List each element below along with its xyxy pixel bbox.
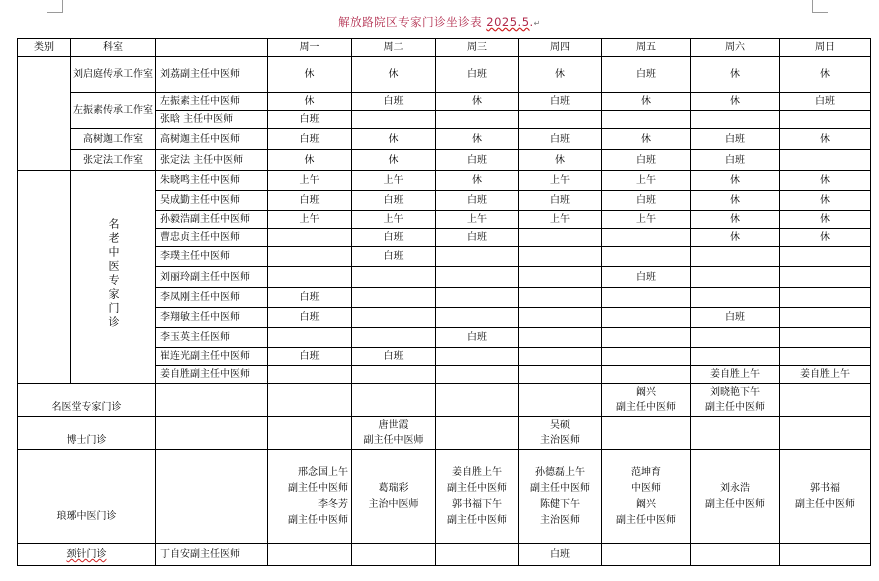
day-cell: 休 (268, 150, 352, 171)
day-cell (268, 544, 352, 566)
dept-cell: 左振素传承工作室 (71, 93, 156, 129)
day-cell: 白班 (436, 328, 519, 348)
day-cell: 白班 (352, 191, 436, 211)
day-cell (780, 544, 871, 566)
day-cell: 孙德磊上午 副主任中医师 陈健下午 主治医师 (519, 450, 602, 544)
day-cell (519, 267, 602, 288)
day-cell: 白班 (268, 111, 352, 129)
day-cell: 白班 (519, 191, 602, 211)
doctor-cell: 张晗 主任中医师 (156, 111, 268, 129)
day-cell (436, 111, 519, 129)
day-cell: 休 (780, 229, 871, 247)
day-cell: 上午 (352, 211, 436, 229)
doctor-cell: 李凤刚主任中医师 (156, 288, 268, 308)
day-cell: 吴硕 主治医师 (519, 417, 602, 450)
day-cell (352, 267, 436, 288)
day-cell: 休 (780, 171, 871, 191)
day-cell (691, 544, 780, 566)
day-cell: 白班 (691, 129, 780, 150)
table-row (18, 544, 871, 566)
day-cell (780, 348, 871, 366)
header-sun: 周日 (780, 39, 871, 57)
day-cell (519, 366, 602, 384)
table-row (18, 417, 871, 450)
day-cell: 休 (691, 93, 780, 111)
document-title: 解放路院区专家门诊坐诊表 2025.5.↵ (338, 15, 541, 29)
day-cell (602, 229, 691, 247)
day-cell: 白班 (691, 150, 780, 171)
day-cell: 上午 (519, 171, 602, 191)
header-tue: 周二 (352, 39, 436, 57)
day-cell (780, 384, 871, 417)
day-cell (780, 111, 871, 129)
day-cell: 休 (691, 211, 780, 229)
day-cell (691, 348, 780, 366)
doctor-cell: 崔连光副主任中医师 (156, 348, 268, 366)
day-cell: 刘晓艳下午 副主任中医师 (691, 384, 780, 417)
day-cell (352, 384, 436, 417)
category-mingyitang: 名医堂专家门诊 (18, 384, 156, 417)
day-cell: 白班 (602, 191, 691, 211)
day-cell: 休 (436, 129, 519, 150)
day-cell: 白班 (268, 129, 352, 150)
day-cell (436, 267, 519, 288)
category-famous-blank (18, 171, 71, 384)
doctor-cell: 曹忠贞主任中医师 (156, 229, 268, 247)
day-cell (780, 328, 871, 348)
day-cell: 白班 (602, 267, 691, 288)
day-cell: 白班 (436, 150, 519, 171)
header-thu: 周四 (519, 39, 602, 57)
day-cell (602, 366, 691, 384)
doctor-cell (156, 450, 268, 544)
day-cell: 白班 (602, 150, 691, 171)
table-row (18, 384, 871, 417)
day-cell: 休 (602, 93, 691, 111)
day-cell (268, 366, 352, 384)
page-corner-mark-left (47, 0, 63, 13)
day-cell: 姜自胜上午 (780, 366, 871, 384)
day-cell (352, 544, 436, 566)
day-cell: 上午 (519, 211, 602, 229)
day-cell (691, 288, 780, 308)
day-cell (268, 247, 352, 267)
day-cell: 白班 (352, 348, 436, 366)
day-cell (436, 417, 519, 450)
day-cell: 邢念国上午 副主任中医师 李冬芳 副主任中医师 (268, 450, 352, 544)
day-cell (780, 247, 871, 267)
day-cell (352, 366, 436, 384)
day-cell: 白班 (519, 544, 602, 566)
day-cell (268, 229, 352, 247)
doctor-cell: 朱晓鸣主任中医师 (156, 171, 268, 191)
day-cell (519, 111, 602, 129)
schedule-table (17, 38, 871, 566)
doctor-cell: 高树迦主任中医师 (156, 129, 268, 150)
day-cell (352, 308, 436, 328)
day-cell (602, 417, 691, 450)
doctor-cell: 姜自胜副主任中医师 (156, 366, 268, 384)
day-cell (436, 366, 519, 384)
day-cell: 白班 (352, 93, 436, 111)
day-cell (436, 247, 519, 267)
day-cell (691, 267, 780, 288)
doctor-cell: 刘丽玲副主任中医师 (156, 267, 268, 288)
doctor-cell: 李玉英主任医师 (156, 328, 268, 348)
table-row (18, 93, 871, 111)
day-cell (780, 267, 871, 288)
category-famous-label: 名老中医专家门诊 (107, 218, 120, 330)
day-cell: 范坤育 中医师 阚兴 副主任中医师 (602, 450, 691, 544)
day-cell: 上午 (352, 171, 436, 191)
category-blank (18, 57, 71, 171)
header-sat: 周六 (691, 39, 780, 57)
dept-cell: 高树迦工作室 (71, 129, 156, 150)
day-cell (780, 417, 871, 450)
day-cell (519, 308, 602, 328)
day-cell: 白班 (268, 288, 352, 308)
day-cell (780, 308, 871, 328)
day-cell: 休 (691, 229, 780, 247)
header-mon: 周一 (268, 39, 352, 57)
table-row (18, 450, 871, 544)
day-cell: 郭书福 副主任中医师 (780, 450, 871, 544)
day-cell: 上午 (602, 171, 691, 191)
day-cell: 休 (602, 129, 691, 150)
dept-cell: 张定法工作室 (71, 150, 156, 171)
day-cell: 休 (519, 150, 602, 171)
day-cell (602, 328, 691, 348)
day-cell (602, 308, 691, 328)
day-cell (436, 544, 519, 566)
day-cell: 白班 (268, 308, 352, 328)
day-cell: 白班 (436, 191, 519, 211)
day-cell (352, 288, 436, 308)
day-cell: 上午 (436, 211, 519, 229)
doctor-cell: 左振素主任中医师 (156, 93, 268, 111)
day-cell: 休 (691, 57, 780, 93)
day-cell: 唐世霞 副主任中医师 (352, 417, 436, 450)
header-department: 科室 (71, 39, 156, 57)
page-corner-mark-right (812, 0, 828, 13)
day-cell (691, 417, 780, 450)
doctor-cell: 李璞主任中医师 (156, 247, 268, 267)
doctor-cell: 李翔敏主任中医师 (156, 308, 268, 328)
day-cell (602, 247, 691, 267)
day-cell: 上午 (268, 171, 352, 191)
day-cell (268, 328, 352, 348)
day-cell (519, 384, 602, 417)
day-cell: 休 (352, 129, 436, 150)
day-cell (519, 229, 602, 247)
day-cell: 姜自胜上午 副主任中医师 郭书福下午 副主任中医师 (436, 450, 519, 544)
day-cell: 休 (436, 171, 519, 191)
day-cell (519, 288, 602, 308)
doctor-cell: 孙毅浩副主任中医师 (156, 211, 268, 229)
header-doctor (156, 39, 268, 57)
day-cell (780, 150, 871, 171)
day-cell: 休 (436, 93, 519, 111)
day-cell (436, 308, 519, 328)
day-cell (352, 328, 436, 348)
table-row (18, 171, 871, 191)
table-row (18, 150, 871, 171)
header-wed: 周三 (436, 39, 519, 57)
day-cell: 白班 (352, 229, 436, 247)
doctor-cell: 刘荔副主任中医师 (156, 57, 268, 93)
day-cell (519, 348, 602, 366)
day-cell (436, 384, 519, 417)
day-cell: 白班 (352, 247, 436, 267)
category-zhenjiu: 颈针门诊 (18, 544, 156, 566)
day-cell (268, 384, 352, 417)
day-cell: 葛瑞彩 主治中医师 (352, 450, 436, 544)
day-cell: 刘永浩 副主任中医师 (691, 450, 780, 544)
day-cell: 白班 (519, 93, 602, 111)
day-cell (519, 247, 602, 267)
day-cell: 白班 (602, 57, 691, 93)
day-cell (691, 328, 780, 348)
day-cell: 白班 (780, 93, 871, 111)
day-cell: 白班 (268, 191, 352, 211)
day-cell (519, 328, 602, 348)
doctor-cell (156, 384, 268, 417)
day-cell: 白班 (436, 57, 519, 93)
day-cell: 休 (519, 57, 602, 93)
day-cell (268, 267, 352, 288)
dept-cell: 刘启庭传承工作室 (71, 57, 156, 93)
header-category: 类别 (18, 39, 71, 57)
day-cell: 白班 (268, 348, 352, 366)
day-cell: 白班 (436, 229, 519, 247)
category-langya: 琅琊中医门诊 (18, 450, 156, 544)
day-cell (602, 348, 691, 366)
doctor-cell (156, 417, 268, 450)
day-cell: 休 (691, 171, 780, 191)
day-cell: 休 (780, 129, 871, 150)
doctor-cell: 吴成勤主任中医师 (156, 191, 268, 211)
header-fri: 周五 (602, 39, 691, 57)
day-cell (602, 288, 691, 308)
day-cell: 休 (268, 93, 352, 111)
header-row (18, 39, 871, 57)
day-cell (352, 111, 436, 129)
category-boshi: 博士门诊 (18, 417, 156, 450)
day-cell: 休 (352, 57, 436, 93)
day-cell: 姜自胜上午 (691, 366, 780, 384)
day-cell: 休 (691, 191, 780, 211)
day-cell (691, 111, 780, 129)
table-row (18, 129, 871, 150)
day-cell: 上午 (602, 211, 691, 229)
day-cell: 白班 (519, 129, 602, 150)
day-cell (602, 544, 691, 566)
day-cell (691, 247, 780, 267)
day-cell (436, 348, 519, 366)
day-cell (436, 288, 519, 308)
category-famous-cell (71, 171, 156, 384)
day-cell: 休 (780, 57, 871, 93)
day-cell (268, 417, 352, 450)
doctor-cell: 丁自安副主任医师 (156, 544, 268, 566)
day-cell: 休 (268, 57, 352, 93)
day-cell: 上午 (268, 211, 352, 229)
day-cell (780, 288, 871, 308)
day-cell: 白班 (691, 308, 780, 328)
doctor-cell: 张定法 主任中医师 (156, 150, 268, 171)
table-row (18, 57, 871, 93)
day-cell: 休 (352, 150, 436, 171)
day-cell: 休 (780, 191, 871, 211)
day-cell: 休 (780, 211, 871, 229)
day-cell: 阚兴 副主任中医师 (602, 384, 691, 417)
day-cell (602, 111, 691, 129)
